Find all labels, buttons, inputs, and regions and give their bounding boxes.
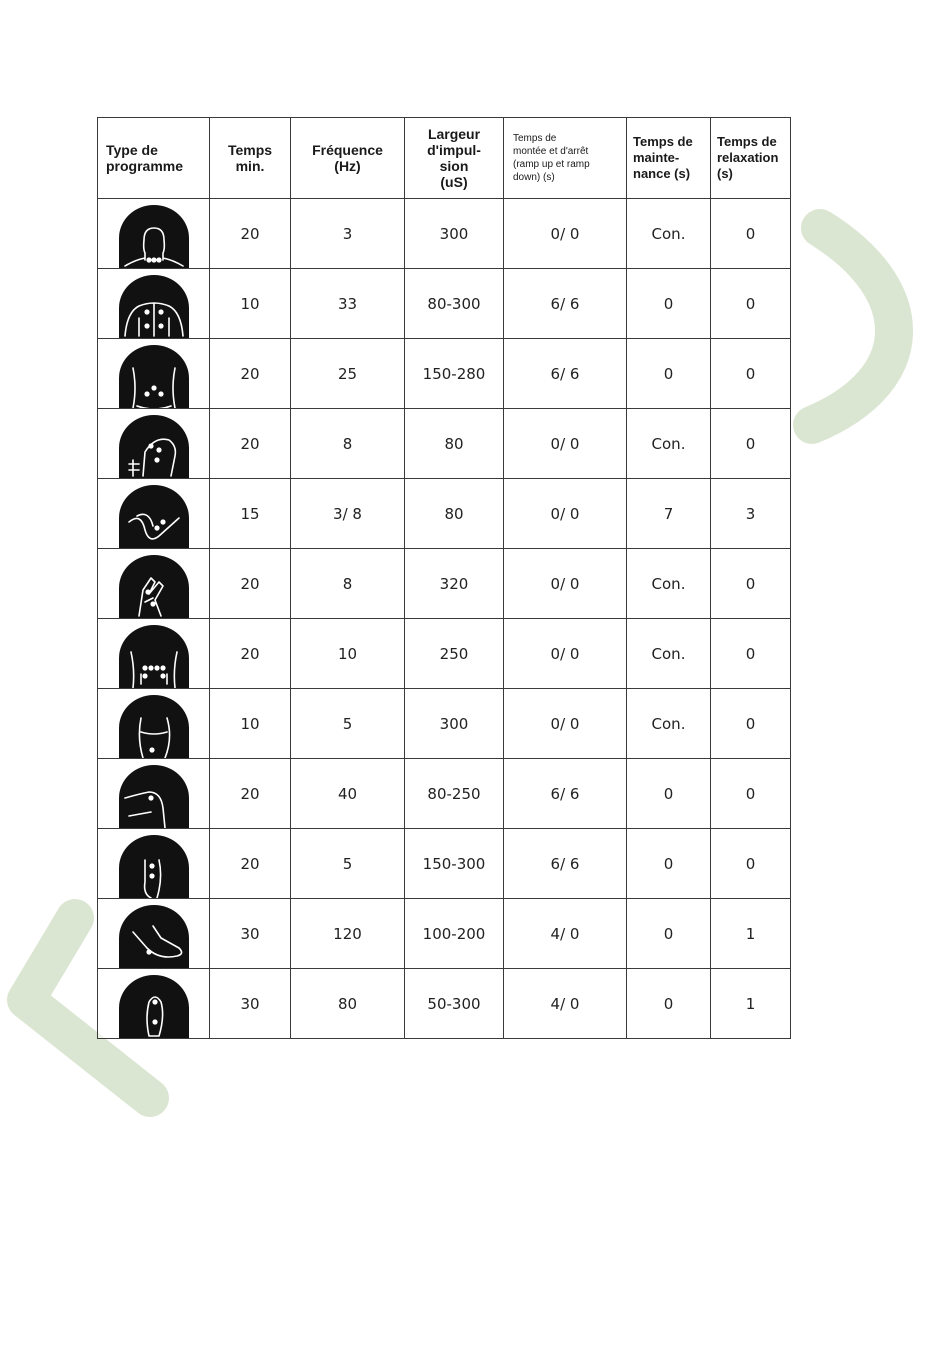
cell-largeur: 320 <box>405 549 504 619</box>
cell-largeur: 80-250 <box>405 759 504 829</box>
thigh-icon <box>98 692 209 758</box>
table-row <box>98 409 791 479</box>
program-type-cell <box>98 339 210 409</box>
cell-frequence: 10 <box>291 619 405 689</box>
cell-maintenance: Con. <box>627 619 711 689</box>
cell-temps: 10 <box>210 689 291 759</box>
cell-relaxation: 0 <box>711 199 791 269</box>
cell-frequence: 8 <box>291 549 405 619</box>
table-row <box>98 479 791 549</box>
cell-maintenance: Con. <box>627 689 711 759</box>
cell-relaxation: 0 <box>711 339 791 409</box>
cell-rampe: 6/ 6 <box>504 759 627 829</box>
cell-maintenance: 0 <box>627 269 711 339</box>
program-type-cell <box>98 759 210 829</box>
cell-temps: 20 <box>210 199 291 269</box>
ankle-foot-icon <box>98 902 209 968</box>
header-rampe: Temps de montée et d'arrêt (ramp up et ramp down) (s) <box>504 118 627 199</box>
header-type-programme: Type de programme <box>98 118 210 199</box>
table-row <box>98 269 791 339</box>
cell-largeur: 150-300 <box>405 829 504 899</box>
cell-frequence: 33 <box>291 269 405 339</box>
cell-temps: 20 <box>210 339 291 409</box>
cell-relaxation: 0 <box>711 689 791 759</box>
cell-relaxation: 3 <box>711 479 791 549</box>
cell-frequence: 80 <box>291 969 405 1039</box>
table-row <box>98 969 791 1039</box>
sole-foot-icon <box>98 972 209 1038</box>
neck-body-icon <box>98 202 209 268</box>
table-row <box>98 549 791 619</box>
cell-relaxation: 0 <box>711 269 791 339</box>
cell-temps: 30 <box>210 899 291 969</box>
cell-frequence: 8 <box>291 409 405 479</box>
table-row <box>98 689 791 759</box>
table-row <box>98 759 791 829</box>
cell-relaxation: 0 <box>711 619 791 689</box>
calf-icon <box>98 832 209 898</box>
table-header-row <box>98 118 791 199</box>
program-type-cell <box>98 969 210 1039</box>
header-relaxation: Temps de relaxation (s) <box>711 118 791 199</box>
cell-frequence: 25 <box>291 339 405 409</box>
program-type-cell <box>98 829 210 899</box>
table-row <box>98 619 791 689</box>
program-type-cell <box>98 619 210 689</box>
header-largeur: Largeur d'impul- sion (uS) <box>405 118 504 199</box>
cell-rampe: 0/ 0 <box>504 199 627 269</box>
cell-relaxation: 0 <box>711 409 791 479</box>
table-row <box>98 899 791 969</box>
cell-largeur: 80 <box>405 409 504 479</box>
cell-frequence: 5 <box>291 829 405 899</box>
cell-frequence: 5 <box>291 689 405 759</box>
cell-temps: 20 <box>210 409 291 479</box>
program-type-cell <box>98 199 210 269</box>
forearm-hand-icon <box>98 552 209 618</box>
cell-maintenance: 0 <box>627 969 711 1039</box>
cell-frequence: 40 <box>291 759 405 829</box>
cell-largeur: 150-280 <box>405 339 504 409</box>
cell-temps: 10 <box>210 269 291 339</box>
cell-relaxation: 0 <box>711 759 791 829</box>
program-type-cell <box>98 899 210 969</box>
header-temps: Temps min. <box>210 118 291 199</box>
program-table <box>97 117 791 1039</box>
cell-temps: 30 <box>210 969 291 1039</box>
cell-maintenance: 0 <box>627 829 711 899</box>
cell-temps: 20 <box>210 549 291 619</box>
cell-maintenance: 0 <box>627 899 711 969</box>
knee-icon <box>98 762 209 828</box>
cell-frequence: 3 <box>291 199 405 269</box>
cell-relaxation: 0 <box>711 829 791 899</box>
cell-rampe: 0/ 0 <box>504 549 627 619</box>
cell-rampe: 6/ 6 <box>504 269 627 339</box>
hips-icon <box>98 622 209 688</box>
cell-rampe: 4/ 0 <box>504 969 627 1039</box>
lower-back-icon <box>98 342 209 408</box>
cell-rampe: 6/ 6 <box>504 339 627 409</box>
cell-maintenance: 7 <box>627 479 711 549</box>
table-row <box>98 199 791 269</box>
table-row <box>98 829 791 899</box>
program-type-cell <box>98 409 210 479</box>
cell-largeur: 250 <box>405 619 504 689</box>
cell-maintenance: Con. <box>627 199 711 269</box>
cell-maintenance: Con. <box>627 549 711 619</box>
cell-temps: 20 <box>210 619 291 689</box>
cell-rampe: 6/ 6 <box>504 829 627 899</box>
cell-largeur: 300 <box>405 689 504 759</box>
cell-largeur: 300 <box>405 199 504 269</box>
cell-relaxation: 1 <box>711 899 791 969</box>
cell-maintenance: 0 <box>627 339 711 409</box>
cell-temps: 20 <box>210 759 291 829</box>
cell-frequence: 3/ 8 <box>291 479 405 549</box>
cell-frequence: 120 <box>291 899 405 969</box>
program-type-cell <box>98 689 210 759</box>
cell-relaxation: 0 <box>711 549 791 619</box>
program-type-cell <box>98 269 210 339</box>
cell-largeur: 80-300 <box>405 269 504 339</box>
cell-maintenance: Con. <box>627 409 711 479</box>
elbow-icon <box>98 482 209 548</box>
cell-rampe: 0/ 0 <box>504 479 627 549</box>
cell-relaxation: 1 <box>711 969 791 1039</box>
header-frequence: Fréquence (Hz) <box>291 118 405 199</box>
cell-rampe: 0/ 0 <box>504 619 627 689</box>
cell-largeur: 50-300 <box>405 969 504 1039</box>
program-type-cell <box>98 549 210 619</box>
cell-temps: 15 <box>210 479 291 549</box>
shoulders-back-icon <box>98 272 209 338</box>
cell-rampe: 0/ 0 <box>504 409 627 479</box>
table-row <box>98 339 791 409</box>
cell-largeur: 100-200 <box>405 899 504 969</box>
cell-temps: 20 <box>210 829 291 899</box>
program-type-cell <box>98 479 210 549</box>
shoulder-arm-icon <box>98 412 209 478</box>
cell-rampe: 4/ 0 <box>504 899 627 969</box>
cell-maintenance: 0 <box>627 759 711 829</box>
header-maintenance: Temps de mainte- nance (s) <box>627 118 711 199</box>
cell-largeur: 80 <box>405 479 504 549</box>
cell-rampe: 0/ 0 <box>504 689 627 759</box>
